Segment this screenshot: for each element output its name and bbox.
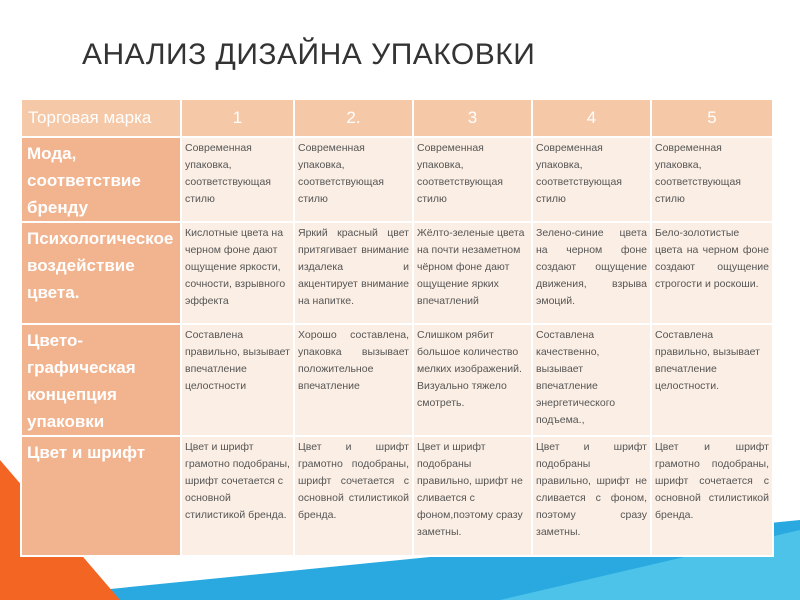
table-cell: Составлена правильно, вызывает впечатление целостности. bbox=[651, 324, 773, 436]
row-header-fashion: Мода, соответствие бренду bbox=[21, 137, 181, 222]
column-header-4: 4 bbox=[532, 99, 651, 137]
table-cell: Хорошо составлена, упаковка вызывает положительное впечатление bbox=[294, 324, 413, 436]
column-header-2: 2. bbox=[294, 99, 413, 137]
table-cell: Яркий красный цвет притягивает внимание издалека и акцентирует внимание на напитке. bbox=[294, 222, 413, 324]
table-cell: Современная упаковка, соответствующая стилю bbox=[651, 137, 773, 222]
table-cell: Зелено-синие цвета на черном фоне создают ощущение движения, взрыва эмоций. bbox=[532, 222, 651, 324]
table-cell: Цвет и шрифт подобраны правильно, шрифт не сливается с фоном, поэтому сразу заметны. bbox=[532, 436, 651, 556]
table-cell: Слишком рябит большое количество мелких изображений. Визуально тяжело смотреть. bbox=[413, 324, 532, 436]
table-cell: Составлена качественно, вызывает впечатление энергетического подъема., bbox=[532, 324, 651, 436]
table-cell: Цвет и шрифт грамотно подобраны, шрифт сочетается с основной стилистикой бренда. bbox=[651, 436, 773, 556]
table-cell: Современная упаковка, соответствующая стилю bbox=[294, 137, 413, 222]
table-header-row bbox=[21, 99, 773, 137]
table-cell: Бело-золотистые цвета на черном фоне создают ощущение строгости и роскоши. bbox=[651, 222, 773, 324]
table-cell: Современная упаковка, соответствующая стилю bbox=[181, 137, 294, 222]
table-row bbox=[21, 137, 773, 222]
row-header-psychology: Психологическое воздействие цвета. bbox=[21, 222, 181, 324]
table-cell: Цвет и шрифт подобраны правильно, шрифт не сливается с фоном,поэтому сразу заметны. bbox=[413, 436, 532, 556]
table-cell: Цвет и шрифт грамотно подобраны, шрифт сочетается с основной стилистикой бренда. bbox=[181, 436, 294, 556]
column-header-3: 3 bbox=[413, 99, 532, 137]
row-header-concept: Цвето-графическая концепция упаковки bbox=[21, 324, 181, 436]
table-cell: Современная упаковка, соответствующая стилю bbox=[413, 137, 532, 222]
slide-title: АНАЛИЗ ДИЗАЙНА УПАКОВКИ bbox=[82, 38, 536, 71]
column-header-1: 1 bbox=[181, 99, 294, 137]
column-header-brand: Торговая марка bbox=[21, 99, 181, 137]
table-row bbox=[21, 324, 773, 436]
table-cell: Цвет и шрифт грамотно подобраны, шрифт сочетается с основной стилистикой бренда. bbox=[294, 436, 413, 556]
package-analysis-table bbox=[20, 98, 774, 557]
table-row bbox=[21, 222, 773, 324]
table-cell: Жёлто-зеленые цвета на почти незаметном чёрном фоне дают ощущение ярких впечатлений bbox=[413, 222, 532, 324]
table-cell: Составлена правильно, вызывает впечатление целостности bbox=[181, 324, 294, 436]
column-header-5: 5 bbox=[651, 99, 773, 137]
table-cell: Современная упаковка, соответствующая стилю bbox=[532, 137, 651, 222]
table-row bbox=[21, 436, 773, 556]
row-header-color-font: Цвет и шрифт bbox=[21, 436, 181, 556]
table-cell: Кислотные цвета на черном фоне дают ощущение яркости, сочности, взрывного эффекта bbox=[181, 222, 294, 324]
